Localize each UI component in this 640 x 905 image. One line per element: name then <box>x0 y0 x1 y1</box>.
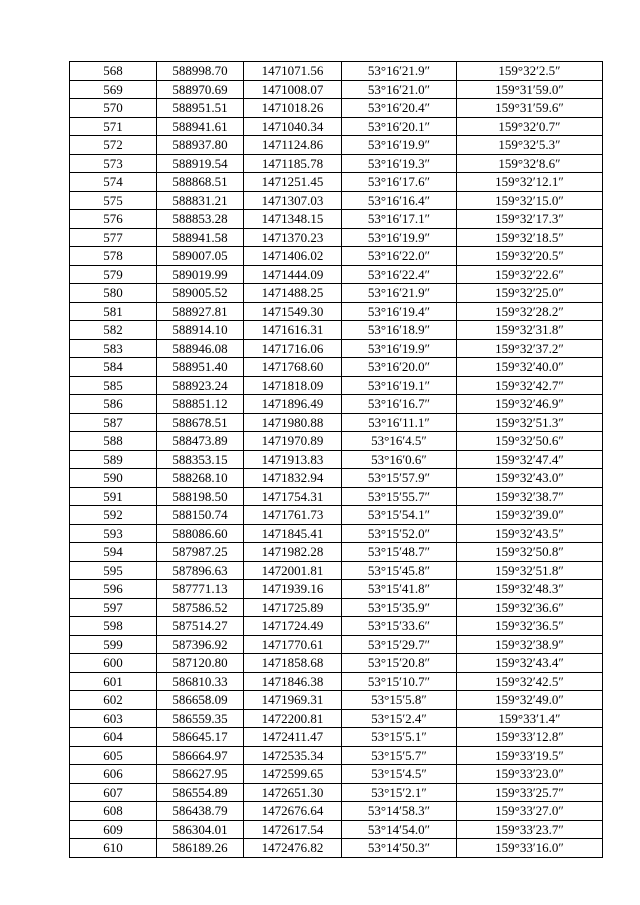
y-coordinate-cell: 1471982.28 <box>244 543 342 562</box>
point-number-cell: 588 <box>70 432 157 451</box>
x-coordinate-cell: 588678.51 <box>157 413 244 432</box>
latitude-cell: 53°14′50.3″ <box>342 839 457 858</box>
x-coordinate-cell: 589019.99 <box>157 265 244 284</box>
latitude-cell: 53°16′20.0″ <box>342 358 457 377</box>
point-number-cell: 590 <box>70 469 157 488</box>
table-row <box>70 358 603 377</box>
table-row <box>70 395 603 414</box>
table-row <box>70 839 603 858</box>
longitude-cell: 159°32′28.2″ <box>457 302 603 321</box>
table-row <box>70 302 603 321</box>
table-row <box>70 580 603 599</box>
latitude-cell: 53°16′22.4″ <box>342 265 457 284</box>
latitude-cell: 53°16′17.6″ <box>342 173 457 192</box>
point-number-cell: 600 <box>70 654 157 673</box>
longitude-cell: 159°32′42.7″ <box>457 376 603 395</box>
y-coordinate-cell: 1471980.88 <box>244 413 342 432</box>
y-coordinate-cell: 1471761.73 <box>244 506 342 525</box>
table-row <box>70 339 603 358</box>
y-coordinate-cell: 1471832.94 <box>244 469 342 488</box>
y-coordinate-cell: 1471846.38 <box>244 672 342 691</box>
point-number-cell: 589 <box>70 450 157 469</box>
point-number-cell: 594 <box>70 543 157 562</box>
table-row <box>70 117 603 136</box>
latitude-cell: 53°15′55.7″ <box>342 487 457 506</box>
y-coordinate-cell: 1471896.49 <box>244 395 342 414</box>
longitude-cell: 159°32′37.2″ <box>457 339 603 358</box>
table-row <box>70 691 603 710</box>
point-number-cell: 592 <box>70 506 157 525</box>
longitude-cell: 159°32′20.5″ <box>457 247 603 266</box>
x-coordinate-cell: 588353.15 <box>157 450 244 469</box>
latitude-cell: 53°15′10.7″ <box>342 672 457 691</box>
longitude-cell: 159°32′39.0″ <box>457 506 603 525</box>
latitude-cell: 53°15′5.8″ <box>342 691 457 710</box>
y-coordinate-cell: 1471970.89 <box>244 432 342 451</box>
y-coordinate-cell: 1472535.34 <box>244 746 342 765</box>
longitude-cell: 159°32′36.6″ <box>457 598 603 617</box>
x-coordinate-cell: 588941.61 <box>157 117 244 136</box>
y-coordinate-cell: 1472599.65 <box>244 765 342 784</box>
table-row <box>70 413 603 432</box>
x-coordinate-cell: 589007.05 <box>157 247 244 266</box>
table-row <box>70 802 603 821</box>
y-coordinate-cell: 1472617.54 <box>244 820 342 839</box>
x-coordinate-cell: 588473.89 <box>157 432 244 451</box>
table-row <box>70 228 603 247</box>
longitude-cell: 159°32′43.5″ <box>457 524 603 543</box>
latitude-cell: 53°16′21.9″ <box>342 62 457 81</box>
y-coordinate-cell: 1471845.41 <box>244 524 342 543</box>
latitude-cell: 53°16′19.1″ <box>342 376 457 395</box>
latitude-cell: 53°15′35.9″ <box>342 598 457 617</box>
latitude-cell: 53°15′5.7″ <box>342 746 457 765</box>
y-coordinate-cell: 1471939.16 <box>244 580 342 599</box>
table-row <box>70 154 603 173</box>
x-coordinate-cell: 588150.74 <box>157 506 244 525</box>
longitude-cell: 159°32′18.5″ <box>457 228 603 247</box>
longitude-cell: 159°33′12.8″ <box>457 728 603 747</box>
x-coordinate-cell: 588946.08 <box>157 339 244 358</box>
longitude-cell: 159°32′48.3″ <box>457 580 603 599</box>
latitude-cell: 53°16′22.0″ <box>342 247 457 266</box>
longitude-cell: 159°32′42.5″ <box>457 672 603 691</box>
y-coordinate-cell: 1471444.09 <box>244 265 342 284</box>
y-coordinate-cell: 1471754.31 <box>244 487 342 506</box>
point-number-cell: 591 <box>70 487 157 506</box>
y-coordinate-cell: 1471071.56 <box>244 62 342 81</box>
x-coordinate-cell: 588919.54 <box>157 154 244 173</box>
longitude-cell: 159°32′12.1″ <box>457 173 603 192</box>
longitude-cell: 159°32′51.8″ <box>457 561 603 580</box>
point-number-cell: 581 <box>70 302 157 321</box>
x-coordinate-cell: 588914.10 <box>157 321 244 340</box>
x-coordinate-cell: 586554.89 <box>157 783 244 802</box>
point-number-cell: 580 <box>70 284 157 303</box>
latitude-cell: 53°15′2.4″ <box>342 709 457 728</box>
point-number-cell: 569 <box>70 80 157 99</box>
x-coordinate-cell: 588970.69 <box>157 80 244 99</box>
longitude-cell: 159°32′46.9″ <box>457 395 603 414</box>
table-row <box>70 487 603 506</box>
longitude-cell: 159°32′15.0″ <box>457 191 603 210</box>
x-coordinate-cell: 588831.21 <box>157 191 244 210</box>
latitude-cell: 53°14′58.3″ <box>342 802 457 821</box>
table-row <box>70 80 603 99</box>
table-row <box>70 469 603 488</box>
table-row <box>70 524 603 543</box>
point-number-cell: 575 <box>70 191 157 210</box>
y-coordinate-cell: 1471858.68 <box>244 654 342 673</box>
table-row <box>70 506 603 525</box>
x-coordinate-cell: 588927.81 <box>157 302 244 321</box>
latitude-cell: 53°16′4.5″ <box>342 432 457 451</box>
y-coordinate-cell: 1471124.86 <box>244 136 342 155</box>
longitude-cell: 159°32′50.8″ <box>457 543 603 562</box>
latitude-cell: 53°16′20.4″ <box>342 99 457 118</box>
y-coordinate-cell: 1472651.30 <box>244 783 342 802</box>
latitude-cell: 53°15′48.7″ <box>342 543 457 562</box>
longitude-cell: 159°31′59.0″ <box>457 80 603 99</box>
point-number-cell: 608 <box>70 802 157 821</box>
longitude-cell: 159°33′23.0″ <box>457 765 603 784</box>
y-coordinate-cell: 1471616.31 <box>244 321 342 340</box>
longitude-cell: 159°32′22.6″ <box>457 265 603 284</box>
point-number-cell: 585 <box>70 376 157 395</box>
y-coordinate-cell: 1471185.78 <box>244 154 342 173</box>
point-number-cell: 606 <box>70 765 157 784</box>
point-number-cell: 601 <box>70 672 157 691</box>
table-row <box>70 321 603 340</box>
longitude-cell: 159°33′27.0″ <box>457 802 603 821</box>
table-row <box>70 247 603 266</box>
point-number-cell: 576 <box>70 210 157 229</box>
latitude-cell: 53°16′0.6″ <box>342 450 457 469</box>
x-coordinate-cell: 586438.79 <box>157 802 244 821</box>
point-number-cell: 578 <box>70 247 157 266</box>
longitude-cell: 159°33′16.0″ <box>457 839 603 858</box>
point-number-cell: 579 <box>70 265 157 284</box>
longitude-cell: 159°33′25.7″ <box>457 783 603 802</box>
longitude-cell: 159°32′17.3″ <box>457 210 603 229</box>
table-row <box>70 191 603 210</box>
longitude-cell: 159°32′51.3″ <box>457 413 603 432</box>
x-coordinate-cell: 587586.52 <box>157 598 244 617</box>
longitude-cell: 159°32′47.4″ <box>457 450 603 469</box>
point-number-cell: 597 <box>70 598 157 617</box>
point-number-cell: 570 <box>70 99 157 118</box>
y-coordinate-cell: 1471251.45 <box>244 173 342 192</box>
latitude-cell: 53°16′19.9″ <box>342 136 457 155</box>
point-number-cell: 607 <box>70 783 157 802</box>
latitude-cell: 53°14′54.0″ <box>342 820 457 839</box>
table-row <box>70 376 603 395</box>
latitude-cell: 53°16′16.7″ <box>342 395 457 414</box>
longitude-cell: 159°33′23.7″ <box>457 820 603 839</box>
latitude-cell: 53°16′20.1″ <box>342 117 457 136</box>
y-coordinate-cell: 1471370.23 <box>244 228 342 247</box>
x-coordinate-cell: 586304.01 <box>157 820 244 839</box>
table-row <box>70 617 603 636</box>
latitude-cell: 53°16′16.4″ <box>342 191 457 210</box>
table-row <box>70 672 603 691</box>
x-coordinate-cell: 586627.95 <box>157 765 244 784</box>
y-coordinate-cell: 1471488.25 <box>244 284 342 303</box>
y-coordinate-cell: 1471018.26 <box>244 99 342 118</box>
longitude-cell: 159°32′31.8″ <box>457 321 603 340</box>
y-coordinate-cell: 1472200.81 <box>244 709 342 728</box>
x-coordinate-cell: 586810.33 <box>157 672 244 691</box>
longitude-cell: 159°32′5.3″ <box>457 136 603 155</box>
x-coordinate-cell: 588851.12 <box>157 395 244 414</box>
y-coordinate-cell: 1472001.81 <box>244 561 342 580</box>
table-row <box>70 728 603 747</box>
table-row <box>70 820 603 839</box>
longitude-cell: 159°33′1.4″ <box>457 709 603 728</box>
point-number-cell: 583 <box>70 339 157 358</box>
longitude-cell: 159°32′50.6″ <box>457 432 603 451</box>
x-coordinate-cell: 587514.27 <box>157 617 244 636</box>
longitude-cell: 159°32′40.0″ <box>457 358 603 377</box>
table-row <box>70 284 603 303</box>
point-number-cell: 604 <box>70 728 157 747</box>
longitude-cell: 159°32′0.7″ <box>457 117 603 136</box>
point-number-cell: 610 <box>70 839 157 858</box>
table-row <box>70 99 603 118</box>
y-coordinate-cell: 1471725.89 <box>244 598 342 617</box>
y-coordinate-cell: 1471008.07 <box>244 80 342 99</box>
latitude-cell: 53°16′19.3″ <box>342 154 457 173</box>
point-number-cell: 596 <box>70 580 157 599</box>
table-row <box>70 450 603 469</box>
longitude-cell: 159°32′38.9″ <box>457 635 603 654</box>
latitude-cell: 53°15′52.0″ <box>342 524 457 543</box>
point-number-cell: 598 <box>70 617 157 636</box>
latitude-cell: 53°15′20.8″ <box>342 654 457 673</box>
table-row <box>70 746 603 765</box>
table-row <box>70 265 603 284</box>
latitude-cell: 53°15′41.8″ <box>342 580 457 599</box>
point-number-cell: 603 <box>70 709 157 728</box>
latitude-cell: 53°16′21.0″ <box>342 80 457 99</box>
longitude-cell: 159°32′8.6″ <box>457 154 603 173</box>
point-number-cell: 586 <box>70 395 157 414</box>
x-coordinate-cell: 586559.35 <box>157 709 244 728</box>
latitude-cell: 53°16′19.4″ <box>342 302 457 321</box>
x-coordinate-cell: 587120.80 <box>157 654 244 673</box>
x-coordinate-cell: 587771.13 <box>157 580 244 599</box>
point-number-cell: 584 <box>70 358 157 377</box>
longitude-cell: 159°32′38.7″ <box>457 487 603 506</box>
x-coordinate-cell: 586658.09 <box>157 691 244 710</box>
y-coordinate-cell: 1471768.60 <box>244 358 342 377</box>
point-number-cell: 599 <box>70 635 157 654</box>
x-coordinate-cell: 588868.51 <box>157 173 244 192</box>
point-number-cell: 574 <box>70 173 157 192</box>
latitude-cell: 53°15′45.8″ <box>342 561 457 580</box>
x-coordinate-cell: 588951.40 <box>157 358 244 377</box>
x-coordinate-cell: 588951.51 <box>157 99 244 118</box>
x-coordinate-cell: 586645.17 <box>157 728 244 747</box>
x-coordinate-cell: 586189.26 <box>157 839 244 858</box>
latitude-cell: 53°16′18.9″ <box>342 321 457 340</box>
y-coordinate-cell: 1471913.83 <box>244 450 342 469</box>
y-coordinate-cell: 1472476.82 <box>244 839 342 858</box>
point-number-cell: 595 <box>70 561 157 580</box>
y-coordinate-cell: 1471716.06 <box>244 339 342 358</box>
longitude-cell: 159°33′19.5″ <box>457 746 603 765</box>
latitude-cell: 53°15′5.1″ <box>342 728 457 747</box>
table-row <box>70 765 603 784</box>
latitude-cell: 53°15′2.1″ <box>342 783 457 802</box>
y-coordinate-cell: 1471969.31 <box>244 691 342 710</box>
x-coordinate-cell: 586664.97 <box>157 746 244 765</box>
table-row <box>70 561 603 580</box>
y-coordinate-cell: 1471307.03 <box>244 191 342 210</box>
point-number-cell: 609 <box>70 820 157 839</box>
point-number-cell: 593 <box>70 524 157 543</box>
coordinates-table-body <box>70 62 603 858</box>
latitude-cell: 53°15′33.6″ <box>342 617 457 636</box>
y-coordinate-cell: 1471406.02 <box>244 247 342 266</box>
x-coordinate-cell: 588853.28 <box>157 210 244 229</box>
point-number-cell: 582 <box>70 321 157 340</box>
longitude-cell: 159°32′2.5″ <box>457 62 603 81</box>
table-row <box>70 635 603 654</box>
y-coordinate-cell: 1471348.15 <box>244 210 342 229</box>
table-row <box>70 709 603 728</box>
latitude-cell: 53°15′54.1″ <box>342 506 457 525</box>
table-row <box>70 136 603 155</box>
x-coordinate-cell: 588086.60 <box>157 524 244 543</box>
table-row <box>70 432 603 451</box>
point-number-cell: 573 <box>70 154 157 173</box>
x-coordinate-cell: 589005.52 <box>157 284 244 303</box>
latitude-cell: 53°15′29.7″ <box>342 635 457 654</box>
point-number-cell: 571 <box>70 117 157 136</box>
table-row <box>70 62 603 81</box>
x-coordinate-cell: 587896.63 <box>157 561 244 580</box>
latitude-cell: 53°16′19.9″ <box>342 339 457 358</box>
point-number-cell: 577 <box>70 228 157 247</box>
x-coordinate-cell: 588937.80 <box>157 136 244 155</box>
x-coordinate-cell: 588998.70 <box>157 62 244 81</box>
table-row <box>70 173 603 192</box>
longitude-cell: 159°32′43.0″ <box>457 469 603 488</box>
y-coordinate-cell: 1472676.64 <box>244 802 342 821</box>
table-row <box>70 783 603 802</box>
point-number-cell: 605 <box>70 746 157 765</box>
latitude-cell: 53°15′57.9″ <box>342 469 457 488</box>
longitude-cell: 159°31′59.6″ <box>457 99 603 118</box>
x-coordinate-cell: 588923.24 <box>157 376 244 395</box>
latitude-cell: 53°16′21.9″ <box>342 284 457 303</box>
longitude-cell: 159°32′25.0″ <box>457 284 603 303</box>
point-number-cell: 602 <box>70 691 157 710</box>
latitude-cell: 53°16′11.1″ <box>342 413 457 432</box>
x-coordinate-cell: 588198.50 <box>157 487 244 506</box>
y-coordinate-cell: 1471724.49 <box>244 617 342 636</box>
y-coordinate-cell: 1472411.47 <box>244 728 342 747</box>
latitude-cell: 53°16′19.9″ <box>342 228 457 247</box>
point-number-cell: 587 <box>70 413 157 432</box>
y-coordinate-cell: 1471040.34 <box>244 117 342 136</box>
point-number-cell: 572 <box>70 136 157 155</box>
x-coordinate-cell: 587396.92 <box>157 635 244 654</box>
longitude-cell: 159°32′49.0″ <box>457 691 603 710</box>
longitude-cell: 159°32′36.5″ <box>457 617 603 636</box>
point-number-cell: 568 <box>70 62 157 81</box>
x-coordinate-cell: 587987.25 <box>157 543 244 562</box>
longitude-cell: 159°32′43.4″ <box>457 654 603 673</box>
y-coordinate-cell: 1471770.61 <box>244 635 342 654</box>
table-row <box>70 210 603 229</box>
y-coordinate-cell: 1471549.30 <box>244 302 342 321</box>
coordinates-table <box>69 61 603 858</box>
table-row <box>70 598 603 617</box>
table-row <box>70 654 603 673</box>
latitude-cell: 53°15′4.5″ <box>342 765 457 784</box>
y-coordinate-cell: 1471818.09 <box>244 376 342 395</box>
x-coordinate-cell: 588268.10 <box>157 469 244 488</box>
table-row <box>70 543 603 562</box>
latitude-cell: 53°16′17.1″ <box>342 210 457 229</box>
x-coordinate-cell: 588941.58 <box>157 228 244 247</box>
